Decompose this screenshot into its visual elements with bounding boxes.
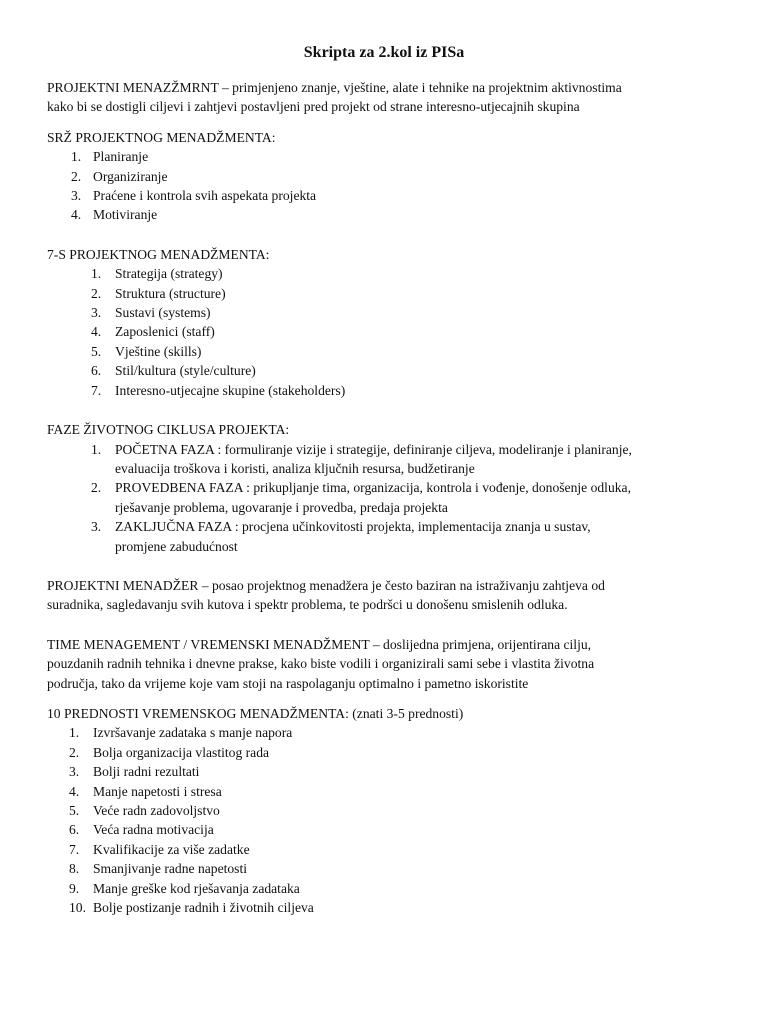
intro-line-2: kako bi se dostigli ciljevi i zahtjevi postavljeni pred projekt od strane interesno-utjecajnih skupina <box>47 99 580 115</box>
document-body <box>47 78 737 917</box>
intro-line-1: PROJEKTNI MENAZŽMRNT – primjenjeno znanje, vještine, alate i tehnike na projektnim aktivnostima <box>47 80 622 95</box>
list-item: 8. Smanjivanje radne napetosti <box>69 861 248 877</box>
list-item: 2. PROVEDBENA FAZA : prikupljanje tima, organizacija, kontrola i vođenje, donošenje odluka, rješavanje problema, ugovaranje i provedba, predaja projekta <box>91 480 631 515</box>
list-item: 3. ZAKLJUČNA FAZA : procjena učinkovitosti projekta, implementacija znanja u sustav, promjene zabudućnost <box>91 519 591 554</box>
list-item: 4. Manje napetosti i stresa <box>69 783 222 799</box>
srz-list <box>47 147 737 225</box>
list-item: 2. Bolja organizacija vlastitog rada <box>69 744 270 760</box>
list-item: 4. Motiviranje <box>71 207 158 223</box>
list-item: 10. Bolje postizanje radnih i životnih ciljeva <box>69 900 314 916</box>
faze-heading: FAZE ŽIVOTNOG CIKLUSA PROJEKTA: <box>47 422 290 438</box>
list-item: 3. Sustavi (systems) <box>91 305 211 321</box>
list-item: 2. Organiziranje <box>71 168 168 184</box>
seven-s-list <box>47 264 737 400</box>
time-line-1: TIME MENAGEMENT / VREMENSKI MENADŽMENT – doslijedna primjena, orijentirana cilju, <box>47 636 592 652</box>
list-item: 3. Praćene i kontrola svih aspekata projekta <box>71 188 317 204</box>
seven-s-heading: 7-S PROJEKTNOG MENADŽMENTA: <box>47 246 270 262</box>
list-item: 1. Izvršavanje zadataka s manje napora <box>69 725 293 741</box>
time-line-3: područja, tako da vrijeme koje vam stoji na raspolaganju optimalno i pametno iskoristite <box>47 675 529 691</box>
srz-heading: SRŽ PROJEKTNOG MENADŽMENTA: <box>47 129 276 145</box>
list-item: 9. Manje greške kod rješavanja zadataka <box>69 880 300 896</box>
menadzer-line-1: PROJEKTNI MENADŽER – posao projektnog menadžera je često baziran na istraživanju zahtjeva od <box>47 577 605 593</box>
prednosti-list <box>47 723 737 917</box>
list-item: 5. Veće radn zadovoljstvo <box>69 803 220 818</box>
list-item: 5. Vještine (skills) <box>91 343 202 359</box>
list-item: 6. Stil/kultura (style/culture) <box>91 363 256 379</box>
menadzer-line-2: suradnika, sagledavanju svih kutova i spektr problema, te podršci u donošenu smislenih odluka. <box>47 597 568 613</box>
list-item: 1. POČETNA FAZA : formuliranje vizije i strategije, definiranje ciljeva, modeliranje i planiranje, evaluacija troškova i koristi, analiza ključnih resursa, budžetiranje <box>91 441 632 476</box>
time-line-2: pouzdanih radnih tehnika i dnevne prakse, kako biste vodili i organizirali sami sebe i vlastita životna <box>47 656 595 672</box>
list-item: 7. Kvalifikacije za više zadatke <box>69 841 250 857</box>
list-item: 6. Veća radna motivacija <box>69 822 214 838</box>
faze-list <box>47 440 737 556</box>
list-item: 4. Zaposlenici (staff) <box>91 324 215 340</box>
list-item: 1. Planiranje <box>71 149 149 165</box>
list-item: 7. Interesno-utjecajne skupine (stakeholders) <box>91 382 346 398</box>
list-item: 3. Bolji radni rezultati <box>69 764 200 780</box>
prednosti-heading: 10 PREDNOSTI VREMENSKOG MENADŽMENTA: (znati 3-5 prednosti) <box>47 705 464 721</box>
list-item: 1. Strategija (strategy) <box>91 266 223 282</box>
list-item: 2. Struktura (structure) <box>91 285 226 301</box>
document-title: Skripta za 2.kol iz PISa <box>303 44 465 61</box>
